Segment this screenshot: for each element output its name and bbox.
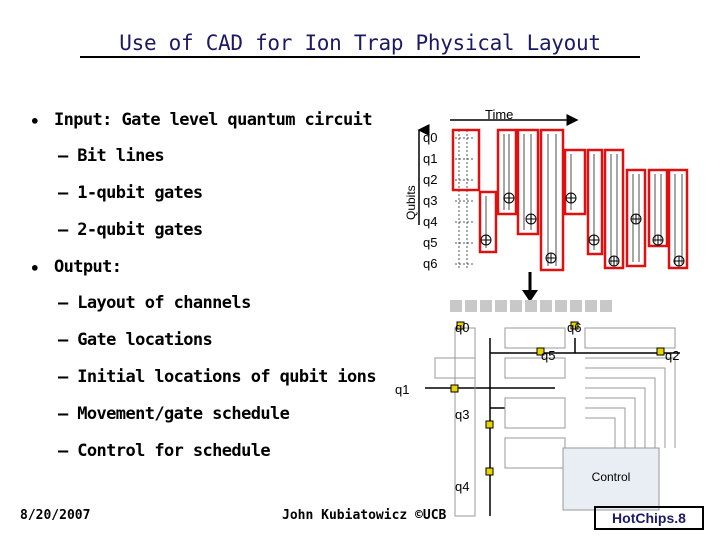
gate-box: [588, 150, 602, 254]
gate-box: [565, 150, 585, 214]
ion-q4: [486, 468, 493, 475]
bullet-dot: •: [30, 112, 40, 131]
ion-label-q1: q1: [395, 382, 410, 397]
ion-trap-layout-diagram: [395, 298, 695, 524]
bullet-layout-channels: – Layout of channels: [58, 293, 251, 313]
qubit-label-q1: q1: [423, 151, 438, 166]
qubit-label-q6: q6: [423, 256, 438, 271]
bullet-movement-schedule: – Movement/gate schedule: [58, 404, 290, 424]
gate-box: [669, 170, 687, 268]
bullet-control-schedule: – Control for schedule: [58, 441, 270, 461]
qubit-label-q0: q0: [423, 130, 438, 145]
ion-label-q5: q5: [541, 348, 556, 363]
ion-label-q2: q2: [665, 348, 680, 363]
control-label: Control: [591, 470, 631, 484]
bullet-gate-locations: – Gate locations: [58, 330, 213, 350]
bullet-2qubit-gates: – 2-qubit gates: [58, 220, 203, 240]
bullet-1qubit-gates: – 1-qubit gates: [58, 183, 203, 203]
ion-label-q6: q6: [567, 320, 582, 335]
bullet-output: Output:: [54, 257, 122, 277]
ion-label-q3: q3: [455, 407, 470, 422]
gate-box: [518, 130, 538, 234]
bullet-initial-locations: – Initial locations of qubit ions: [58, 367, 376, 387]
ion-q2: [657, 348, 664, 355]
footer-date: 8/20/2007: [20, 508, 91, 523]
qubit-label-q4: q4: [423, 214, 438, 229]
qubit-label-q2: q2: [423, 172, 438, 187]
qubit-label-q3: q3: [423, 193, 438, 208]
qubit-label-q5: q5: [423, 235, 438, 250]
footer-page: HotChips.8: [594, 506, 704, 530]
gate-box: [541, 130, 563, 270]
footer-author: John Kubiatowicz ©UCB: [282, 508, 447, 523]
ion-label-q4: q4: [455, 479, 470, 494]
slide-title: Use of CAD for Ion Trap Physical Layout: [80, 30, 640, 58]
quantum-circuit-diagram: [395, 100, 695, 280]
gate-box: [453, 130, 479, 190]
time-label: Time: [485, 107, 514, 122]
ion-q1: [451, 385, 458, 392]
ion-q3: [486, 421, 493, 428]
gate-box: [605, 150, 623, 268]
bullet-input: Input: Gate level quantum circuit: [54, 110, 372, 130]
qubits-label: Qubits: [404, 185, 418, 220]
bullet-bit-lines: – Bit lines: [58, 146, 164, 166]
ion-label-q0: q0: [455, 320, 470, 335]
bullet-dot: •: [30, 259, 40, 278]
